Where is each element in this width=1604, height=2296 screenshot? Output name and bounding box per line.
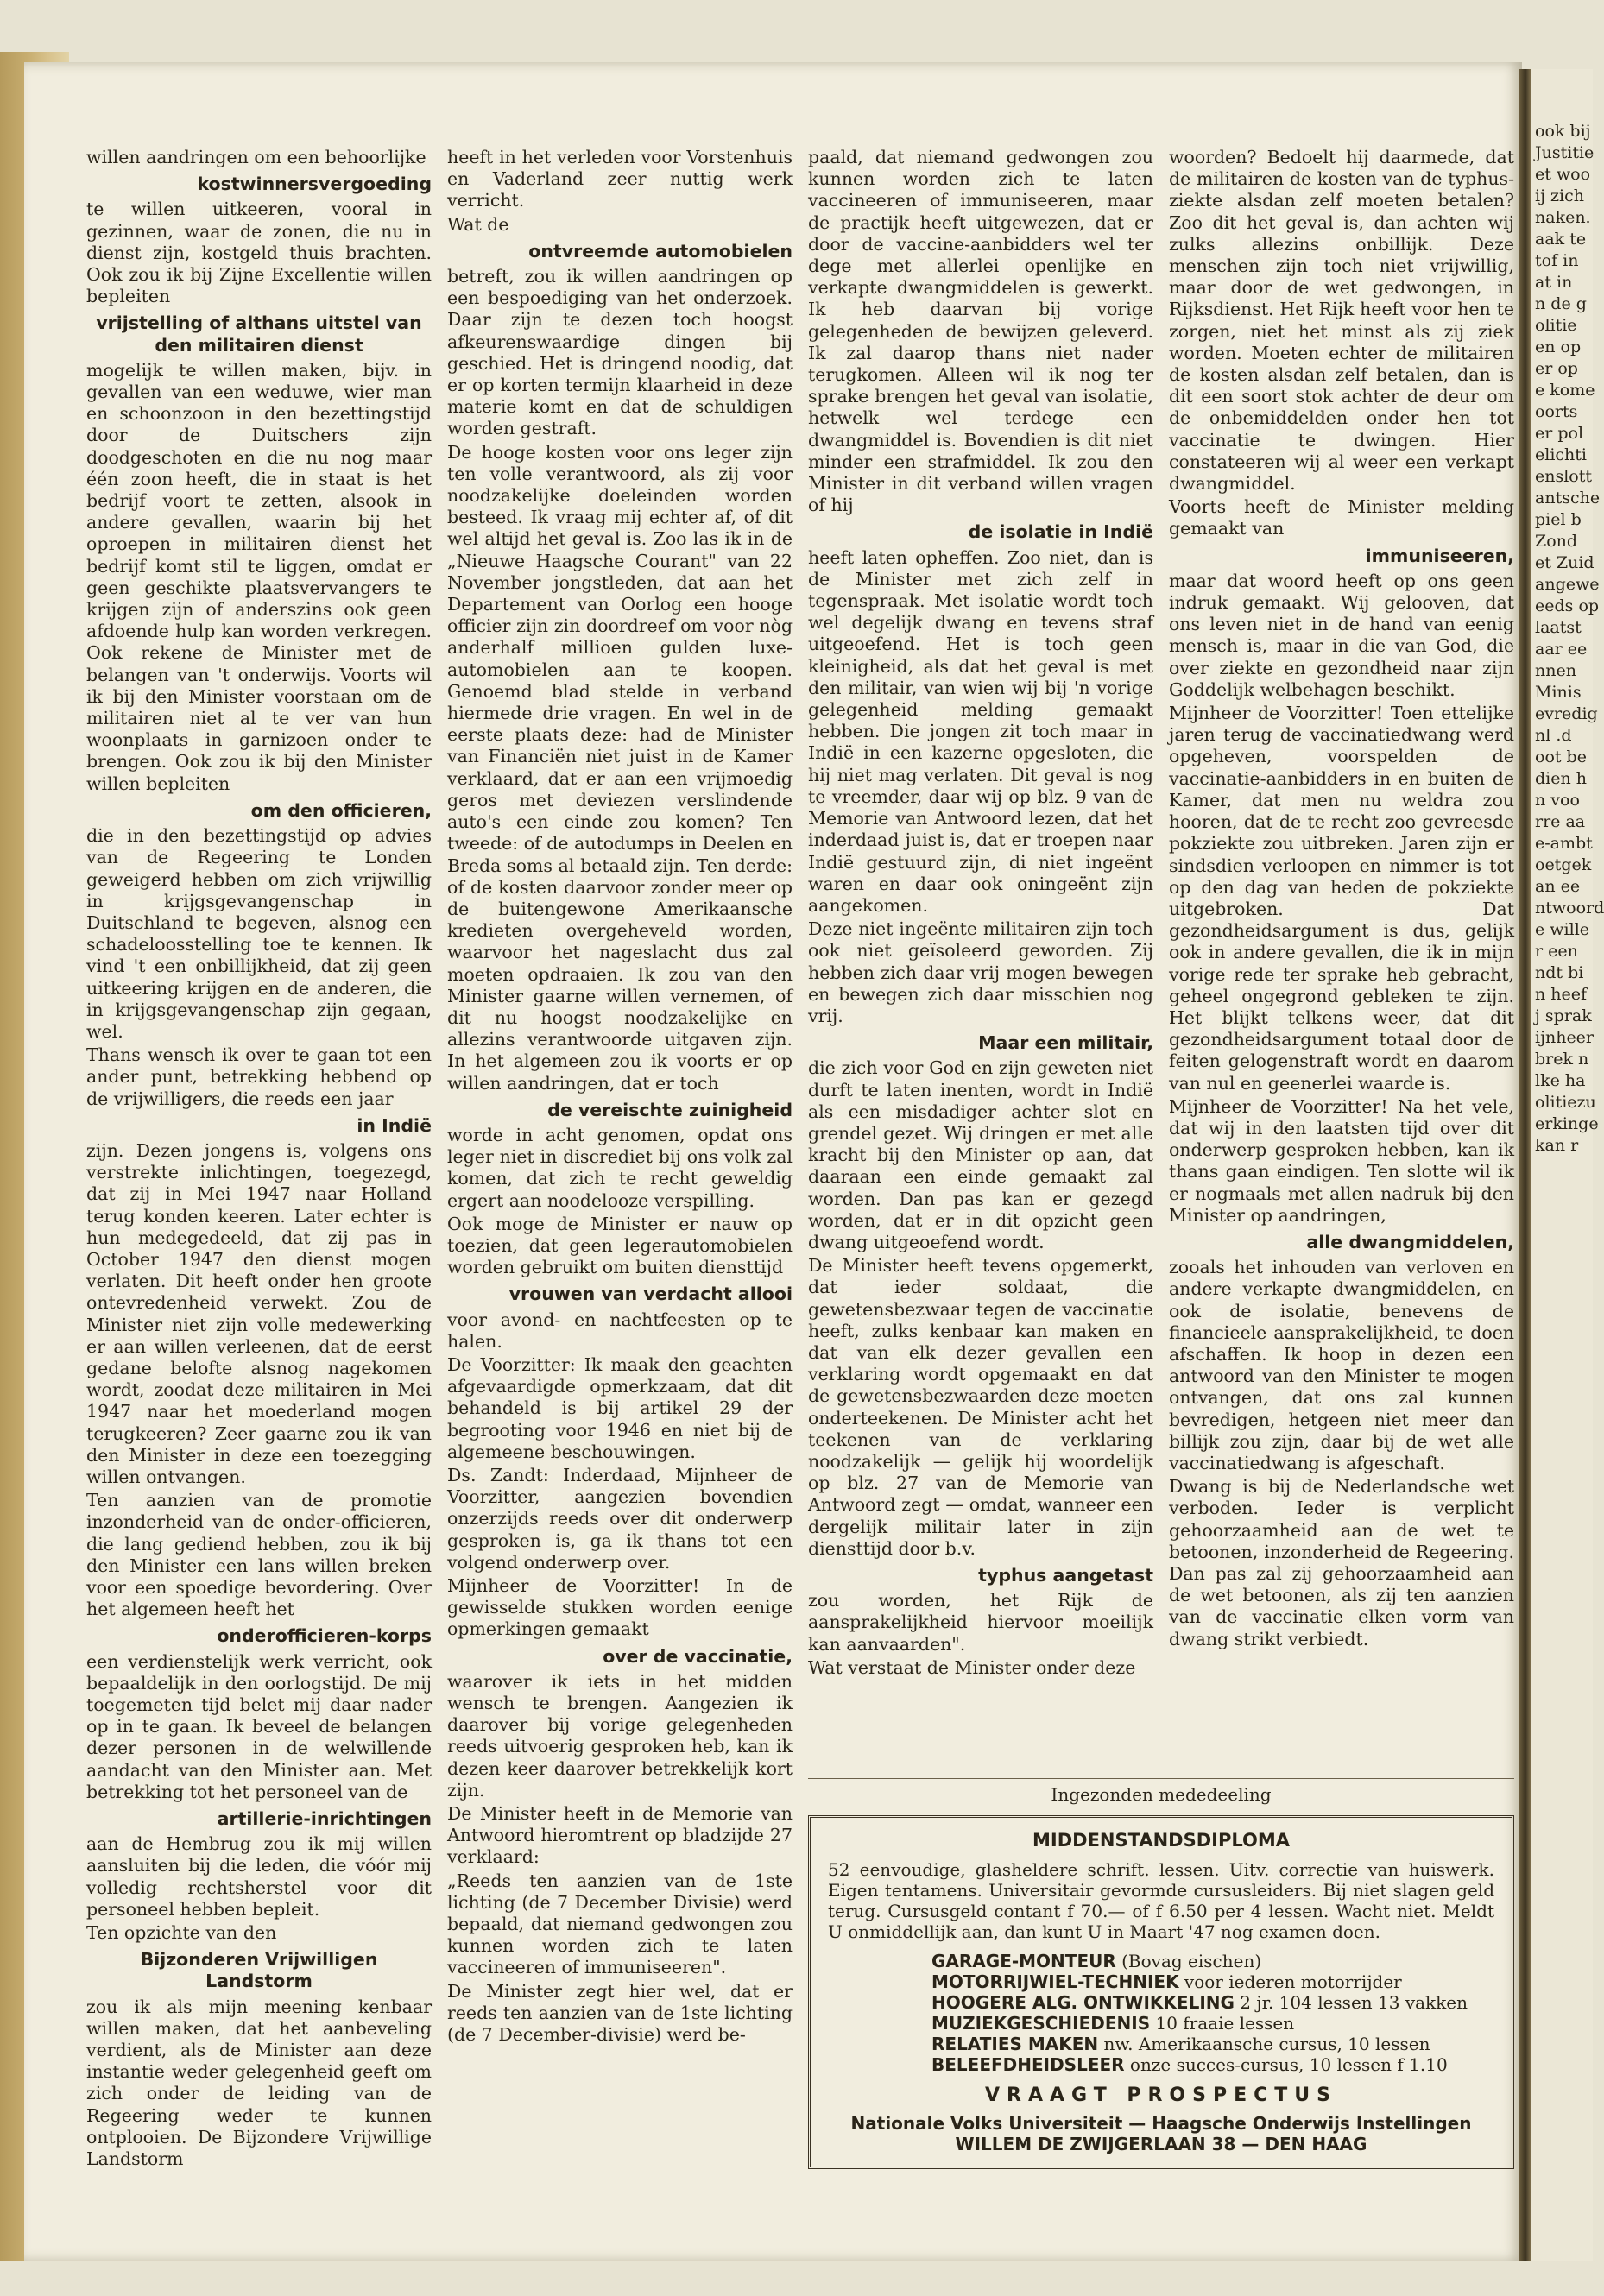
next-page-fragment: erkinge	[1535, 1114, 1599, 1133]
paragraph: betreft, zou ik willen aandringen op een bespoediging van het onderzoek. Daar zijn te dezen toch hoogst afkeurenswaardige dingen bij geschied. Het is dringend noodig, dat er op korten termijn klaarheid in deze materie komt en dat de schuldigen worden gestraft.	[447, 266, 793, 439]
paragraph: Ds. Zandt: Inderdaad, Mijnheer de Voorzitter, aangezien bovendien onzerzijds reeds over dit onderwerp gesproken is, ga ik thans tot een volgend onderwerp over.	[447, 1464, 793, 1573]
next-page-fragment: er pol	[1535, 424, 1584, 443]
next-page-fragment: n heef	[1535, 985, 1588, 1004]
course-detail: nw. Amerikaansche cursus, 10 lessen	[1098, 2034, 1430, 2054]
paragraph: willen aandringen om een behoorlijke	[86, 147, 426, 167]
advert-course	[931, 1951, 1494, 1971]
paragraph: heeft in het verleden voor Vorstenhuis en Vaderland zeer nuttig werk verricht.	[447, 147, 793, 211]
paragraph: Deze niet ingeënte militairen zijn toch ook niet geïsoleerd geworden. Zij hebben zich daar vrij mogen bewegen en bewegen zich daar misschien nog vrij.	[808, 918, 1153, 1026]
subheading: de isolatie in Indië	[968, 521, 1153, 543]
column-2	[447, 147, 793, 2047]
next-page-fragment: naken.	[1535, 208, 1591, 227]
column-1	[86, 147, 432, 2172]
next-page-fragment: rre aa	[1535, 812, 1586, 831]
paragraph: Ten opzichte van den	[86, 1922, 277, 1944]
advert-course	[931, 2034, 1494, 2054]
course-detail: onze succes-cursus, 10 lessen f 1.10	[1124, 2054, 1448, 2075]
next-page-fragment: antsche	[1535, 489, 1601, 508]
advert-box	[808, 1815, 1514, 2169]
paragraph: maar dat woord heeft op ons geen indruk gemaakt. Wij gelooven, dat ons leven niet in de hand van eenig mensch is, maar in die van God, die over ziekte en gezondheid naar zijn Goddelijk welbehagen beschikt.	[1169, 570, 1514, 700]
paragraph: Voorts heeft de Minister melding gemaakt van	[1169, 496, 1514, 539]
paragraph: zooals het inhouden van verloven en andere verkapte dwangmiddelen, en ook de isolatie, benevens de financieele aansprakelijkheid, te doen afschaffen. Ik hoop in dezen een antwoord van den Minister te mogen ontvangen, dat ons zal kunnen bevredigen, hetgeen niet meer dan billijk zou zijn, daar bij de wet alle vaccinatiedwang is afgeschaft.	[1169, 1257, 1514, 1473]
course-detail: (Bovag eischen)	[1115, 1951, 1262, 1971]
next-page-fragment: at in	[1535, 273, 1573, 292]
subheading: in Indië	[357, 1114, 432, 1136]
advert-footer-line-1: Nationale Volks Universiteit — Haagsche Onderwijs Instellingen	[850, 2113, 1472, 2134]
next-page-fragment: et Zuid	[1535, 553, 1595, 572]
course-name: GARAGE-MONTEUR	[931, 1951, 1116, 1971]
course-name: MOTORRIJWIEL-TECHNIEK	[931, 1971, 1179, 1992]
paragraph: mogelijk te willen maken, bijv. in gevallen van een weduwe, wier man en schoonzoon in den bezettingstijd door de Duitschers zijn doodgeschoten en die nu nog maar één zoon heeft, die in staat is het bedrijf voort te zetten, alsook in andere gevallen, waarin bij het oproepen in militairen dienst het bedrijf komt stil te liggen, omdat er geen geschikte plaatsvervangers te krijgen zijn of anderszins ook geen afdoende hulp kan worden verkregen. Ook rekene de Minister met de belangen van 't onderwijs. Voorts wil ik bij den Minister voorstaan om de militairen niet al te ver van hun woonplaats in garnizoen onder te brengen. Ook zou ik bij den Minister willen bepleiten	[86, 359, 432, 794]
advert-course	[931, 2013, 1494, 2034]
next-page-fragment: et woo	[1535, 165, 1591, 184]
next-page-fragment: laatst	[1535, 618, 1582, 637]
next-page-fragment: Justitie	[1535, 143, 1595, 162]
next-page-fragment: n de g	[1535, 294, 1587, 313]
advert-header: Ingezonden mededeeling	[808, 1778, 1514, 1805]
subheading: over de vaccinatie,	[603, 1645, 793, 1667]
next-page-fragment: Zond	[1535, 532, 1578, 551]
course-detail: 2 jr. 104 lessen 13 vakken	[1234, 1992, 1468, 2013]
paragraph: die zich voor God en zijn geweten niet durft te laten inenten, wordt in Indië als een misdadiger achter slot en grendel gezet. Wij dringen er met alle kracht bij den Minister op aan, dat daaraan een einde gemaakt zal worden. Dan pas kan er gezegd worden, dat er in dit opzicht geen dwang uitgeoefend wordt.	[808, 1057, 1153, 1252]
paragraph: Ten aanzien van de promotie inzonderheid van de onder-officieren, die lang gediend hebben, zou ik bij den Minister een lans willen breken voor een spoedige bevordering. Over het algemeen heeft het	[86, 1490, 432, 1620]
course-name: RELATIES MAKEN	[931, 2034, 1099, 2054]
next-page-fragment: e wille	[1535, 920, 1590, 939]
next-page-fragment: piel b	[1535, 510, 1582, 529]
next-page-fragment: n voo	[1535, 791, 1580, 810]
advert-intro: 52 eenvoudige, glasheldere schrift. lessen. Uitv. correctie van huiswerk. Eigen tentamens. Universitair gevormde cursusleiders. Bij niet slagen geld terug. Cursusgeld contant f 70.— of f 6.50 per 4 lessen. Wacht niet. Meldt U onmiddellijk aan, dan kunt U in Maart '47 nog examen doen.	[828, 1859, 1494, 1942]
next-page-fragment: eeds op	[1535, 596, 1600, 615]
paragraph: Wat de	[447, 213, 509, 235]
advert-course	[931, 1992, 1494, 2013]
next-page-fragment: olitiezu	[1535, 1093, 1596, 1112]
next-page-fragment: oetgek	[1535, 855, 1592, 874]
subheading: typhus aangetast	[978, 1565, 1153, 1586]
paragraph: Thans wensch ik over te gaan tot een ander punt, betrekking hebbend op de vrijwilligers, die reeds een jaar	[86, 1044, 432, 1109]
paragraph: paald, dat niemand gedwongen zou kunnen worden zich te laten vaccineeren of immuniseeren, maar de practijk heeft uitgewezen, dat er door de vaccine-aanbidders wel ter dege met allerlei openlijke en verkapte dwangmiddelen is gewerkt. Ik heb daarvan bij vorige gelegenheden de bewijzen geleverd. Ik zal daarop thans niet nader terugkomen. Alleen wil ik nog ter sprake brengen het geval van isolatie, hetwelk wel terdege een dwangmiddel is. Bovendien is dit niet minder een strafmiddel. Ik zou den Minister in dit verband willen vragen of hij	[808, 147, 1153, 516]
paragraph: woorden? Bedoelt hij daarmede, dat de militairen de kosten van de typhus-ziekte alsdan zelf moeten betalen? Zoo dit het geval is, dan achten wij zulks allezins onbillijk. Deze menschen zijn toch niet vrijwillig, maar door de wet gedwongen, in Rijksdienst. Het Rijk heeft voor hen te zorgen, niet het minst als zij ziek worden. Moeten echter de militairen de kosten alsdan zelf betalen, dan is dit een soort stok achter de deur om de onbemiddelden onder hen tot vaccinatie te dwingen. Hier constateeren wij al weer een verkapt dwangmiddel.	[1169, 147, 1514, 495]
subheading: artillerie-inrichtingen	[217, 1808, 432, 1830]
subheading: vrijstelling of althans uitstel van den militairen dienst	[96, 312, 422, 356]
next-page-edge	[1531, 69, 1604, 2261]
paragraph: waarover ik iets in het midden wensch te brengen. Aangezien ik daarover bij vorige gelegenheden reeds uitvoerig gesproken heb, kan ik dezen keer daarover betrekkelijk kort zijn.	[447, 1670, 793, 1801]
next-page-fragment: aar ee	[1535, 640, 1588, 659]
advert-cta: VRAAGT PROSPECTUS	[985, 2085, 1337, 2106]
course-detail: voor iederen motorrijder	[1178, 1971, 1402, 1992]
subheading: ontvreemde automobielen	[528, 240, 793, 262]
next-page-fragment: en op	[1535, 337, 1582, 356]
subheading: vrouwen van verdacht allooi	[508, 1284, 793, 1305]
column-3	[808, 147, 1153, 1681]
next-page-fragment: nl .d	[1535, 726, 1572, 745]
paragraph: Ook moge de Minister er nauw op toezien, dat geen legerautomobielen worden gebruikt om buiten diensttijd	[447, 1213, 793, 1278]
next-page-fragment: dien h	[1535, 769, 1587, 788]
paragraph: worde in acht genomen, opdat ons leger niet in discrediet bij ons volk zal komen, dat zich te recht geweldig ergert aan noodelooze verspilling.	[447, 1124, 793, 1211]
paragraph: voor avond- en nachtfeesten op te halen.	[447, 1309, 793, 1352]
paragraph: die in den bezettingstijd op advies van de Regeering te Londen geweigerd hebben om zich vrijwillig in krijgsgevangenschap in Duitschland te begeven, alsnog een schadeloosstelling toe te kennen. Ik vind 't een onbillijkheid, dat zij geen uitkeering krijgen en de anderen, die in krijgsgevangenschap zijn gegaan, wel.	[86, 825, 432, 1042]
next-page-fragment: evredig	[1535, 704, 1598, 723]
paragraph: De Minister heeft tevens opgemerkt, dat ieder soldaat, die gewetensbezwaar tegen de vaccinatie heeft, zulks kenbaar kan maken en dat van elk dezer gevallen een verklaring wordt opgemaakt en dat de gewetensbezwaarden deze moeten onderteekenen. De Minister acht het teekenen van de verklaring noodzakelijk — gelijk hij woordelijk op blz. 27 van de Memorie van Antwoord zegt — omdat, wanneer een dergelijk militair later in zijn diensttijd door b.v.	[808, 1255, 1153, 1559]
subheading: immuniseeren,	[1365, 545, 1514, 566]
next-page-fragment: lke ha	[1535, 1071, 1586, 1090]
course-detail: 10 fraaie lessen	[1150, 2013, 1295, 2034]
book-spine	[1519, 69, 1531, 2261]
next-page-fragment: angewe	[1535, 575, 1600, 594]
paragraph: heeft laten opheffen. Zoo niet, dan is de Minister met zich zelf in tegenspraak. Met isolatie wordt toch wel degelijk dwang en tevens straf uitgeoefend. Het is toch geen kleinigheid, als dat het geval is met den militair, van wien wij bij 'n vorige gelegenheid melding gemaakt hebben. Die jongen zit toch maar in Indië in een kazerne opgesloten, die hij niet mag verlaten. Dit geval is nog te vreemder, daar wij op blz. 9 van de Memorie van Antwoord lezen, dat het inderdaad juist is, dat er troepen naar Indië gestuurd zijn, di niet ingeënt waren en daar ook oningeënt zijn aangekomen.	[808, 546, 1153, 916]
advert-title: MIDDENSTANDSDIPLOMA	[1032, 1830, 1290, 1851]
paragraph: De hooge kosten voor ons leger zijn ten volle verantwoord, als zij voor noodzakelijke doeleinden worden besteed. Ik vraag mij echter af, of dit wel altijd het geval is. Zoo las ik in de „Nieuwe Haagsche Courant" van 22 November jongstleden, dat aan het Departement van Oorlog een hooge officier zijn zin doordreef om voor nòg anderhalf millioen gulden luxe-automobielen aan te koopen. Genoemd blad stelde in verband hiermede drie vragen. En wel in de eerste plaats deze: had de Minister van Financiën niet juist in de Kamer verklaard, dat er aan een vrijmoedig geros met deviezen verslindende auto's een einde zou komen? Ten tweede: of de autodumps in Deelen en Breda soms al betaald zijn. Ten derde: of de kosten daarvoor zonder meer op de buitengewone Amerikaansche kredieten overgeheveld worden, waarvoor het nageslacht dus zal moeten opdraaien. Ik zou van den Minister gaarne willen vernemen, of dit nu hoogst noodzakelijke en allezins verantwoorde uitgaven zijn. In het algemeen zou ik voorts er op willen aandringen, dat er toch	[447, 441, 793, 1094]
paragraph: Mijnheer de Voorzitter! Na het vele, dat wij in den laatsten tijd over dit onderwerp gesproken hebben, kan ik thans gaan eindigen. Ten slotte wil ik er nogmaals met allen nadruk bij den Minister op aandringen,	[1169, 1095, 1514, 1226]
subheading: onderofficieren-korps	[217, 1625, 432, 1647]
paragraph: De Minister heeft in de Memorie van Antwoord hieromtrent op bladzijde 27 verklaard:	[447, 1803, 793, 1868]
advert-course	[931, 2054, 1494, 2075]
next-page-fragment: ook bij	[1535, 122, 1591, 141]
next-page-fragment: e-ambt	[1535, 834, 1593, 853]
paragraph: zijn. Dezen jongens is, volgens ons verstrekte inlichtingen, toegezegd, dat zij in Mei 1947 naar Holland terug konden keeren. Later echter is hun medegedeeld, dat zij pas in October 1947 den dienst mogen verlaten. Dit heeft onder hen groote ontevredenheid verwekt. Zou de Minister niet zijn volle medewerking er aan willen verleenen, dat de eerst gedane belofte alsnog nagekomen wordt, zoodat deze militairen in Mei 1947 naar het moederland mogen terugkeeren? Zeer gaarne zou ik van den Minister in deze een toezegging willen ontvangen.	[86, 1139, 432, 1487]
next-page-fragment: ntwoord	[1535, 899, 1604, 918]
subheading: om den officieren,	[250, 799, 432, 821]
next-page-fragments	[1531, 69, 1604, 1157]
next-page-fragment: ij zich	[1535, 186, 1584, 205]
paragraph: aan de Hembrug zou ik mij willen aansluiten bij die leden, die vóór mij volledig rechtsherstel voor dit personeel hebben bepleit.	[86, 1833, 432, 1920]
advert-courses	[828, 1951, 1494, 2075]
paragraph: „Reeds ten aanzien van de 1ste lichting (de 7 December Divisie) werd bepaald, dat niemand gedwongen zou kunnen worden zich te laten vaccineeren of immuniseeren".	[447, 1870, 793, 1978]
next-page-fragment: Minis	[1535, 683, 1582, 702]
paragraph: zou worden, het Rijk de aansprakelijkheid hiervoor moeilijk kan aanvaarden".	[808, 1590, 1153, 1655]
next-page-fragment: oot be	[1535, 747, 1587, 766]
paragraph: zou ik als mijn meening kenbaar willen maken, dat het aanbeveling verdient, als de Minister aan deze instantie weder gelegenheid geeft om zich onder de leiding van de Regeering weder te kunnen ontplooien. De Bijzondere Vrijwillige Landstorm	[86, 1996, 432, 2170]
column-4	[1169, 147, 1514, 1652]
subheading: Bijzonderen Vrijwilligen Landstorm	[140, 1949, 378, 1992]
next-page-fragment: j sprak	[1535, 1006, 1592, 1025]
subheading: kostwinnersvergoeding	[197, 173, 432, 195]
next-page-fragment: er op	[1535, 359, 1578, 378]
next-page-fragment: tof in	[1535, 251, 1579, 270]
advert-course	[931, 1971, 1494, 1992]
subheading: alle dwangmiddelen,	[1306, 1231, 1514, 1252]
course-name: HOOGERE ALG. ONTWIKKELING	[931, 1992, 1235, 2013]
next-page-fragment: an ee	[1535, 877, 1581, 896]
paragraph: Wat verstaat de Minister onder deze	[808, 1656, 1136, 1678]
next-page-fragment: elichti	[1535, 445, 1587, 464]
paragraph: De Minister zegt hier wel, dat er reeds ten aanzien van de 1ste lichting (de 7 December-divisie) werd be-	[447, 1980, 793, 2046]
next-page-fragment: kan r	[1535, 1136, 1579, 1155]
course-name: MUZIEKGESCHIEDENIS	[931, 2013, 1151, 2034]
advertisement-block	[808, 1778, 1514, 2169]
paragraph: te willen uitkeeren, vooral in gezinnen, waar de zonen, die nu in dienst zijn, kostgeld thuis brachten. Ook zou ik bij Zijne Excellentie willen bepleiten	[86, 199, 432, 307]
paragraph: Dwang is bij de Nederlandsche wet verboden. Ieder is verplicht gehoorzaamheid aan de wet te betoonen, inzonderheid de Regeering. Dan pas zal zij gehoorzaamheid aan de wet betoonen, als zij ten aanzien van de vaccinatie elken vorm van dwang strikt verbiedt.	[1169, 1476, 1514, 1649]
next-page-fragment: ndt bi	[1535, 963, 1584, 982]
paragraph: Mijnheer de Voorzitter! Toen ettelijke jaren terug de vaccinatiedwang werd opgeheven, voorspelden de vaccinatie-aanbidders in en buiten de Kamer, dat men nu weldra zou hooren, dat de te recht zoo gevreesde pokziekte zou uitbreken. Jaren zijn er sindsdien verloopen en nimmer is tot op den dag van heden de pokziekte uitgebroken. Dat gezondheidsargument is dus, gelijk ook in andere gevallen, die ik in mijn vorige rede ter sprake heb gebracht, geheel ongegrond gebleken te zijn. Het blijkt telkens weer, dat dit gezondheidsargument totaal door de feiten gelogenstraft wordt en daarom van nul en geenerlei waarde is.	[1169, 703, 1514, 1094]
next-page-fragment: aak te	[1535, 230, 1587, 249]
course-name: BELEEFDHEIDSLEER	[931, 2054, 1125, 2075]
next-page-fragment: oorts	[1535, 402, 1578, 421]
subheading: de vereischte zuinigheid	[547, 1099, 793, 1120]
next-page-fragment: enslott	[1535, 467, 1593, 486]
next-page-fragment: r een	[1535, 942, 1578, 961]
paragraph: een verdienstelijk werk verricht, ook bepaaldelijk in den oorlogstijd. De mij toegemeten tijd belet mij daar nader op in te gaan. Ik beveel de belangen dezer personen in de welwillende aandacht van den Minister aan. Met betrekking tot het personeel van de	[86, 1650, 432, 1802]
paragraph: Mijnheer de Voorzitter! In de gewisselde stukken worden eenige opmerkingen gemaakt	[447, 1575, 793, 1640]
next-page-fragment: e kome	[1535, 381, 1595, 400]
paragraph: De Voorzitter: Ik maak den geachten afgevaardigde opmerkzaam, dat dit behandeld is bij artikel 29 der begrooting voor 1946 en niet bij de algemeene beschouwingen.	[447, 1353, 793, 1462]
advert-footer-line-2: WILLEM DE ZWIJGERLAAN 38 — DEN HAAG	[955, 2134, 1367, 2154]
next-page-fragment: olitie	[1535, 316, 1577, 335]
next-page-fragment: nnen	[1535, 661, 1576, 680]
subheading: Maar een militair,	[978, 1032, 1153, 1054]
next-page-fragment: brek n	[1535, 1050, 1589, 1069]
next-page-fragment: ijnheer	[1535, 1028, 1595, 1047]
